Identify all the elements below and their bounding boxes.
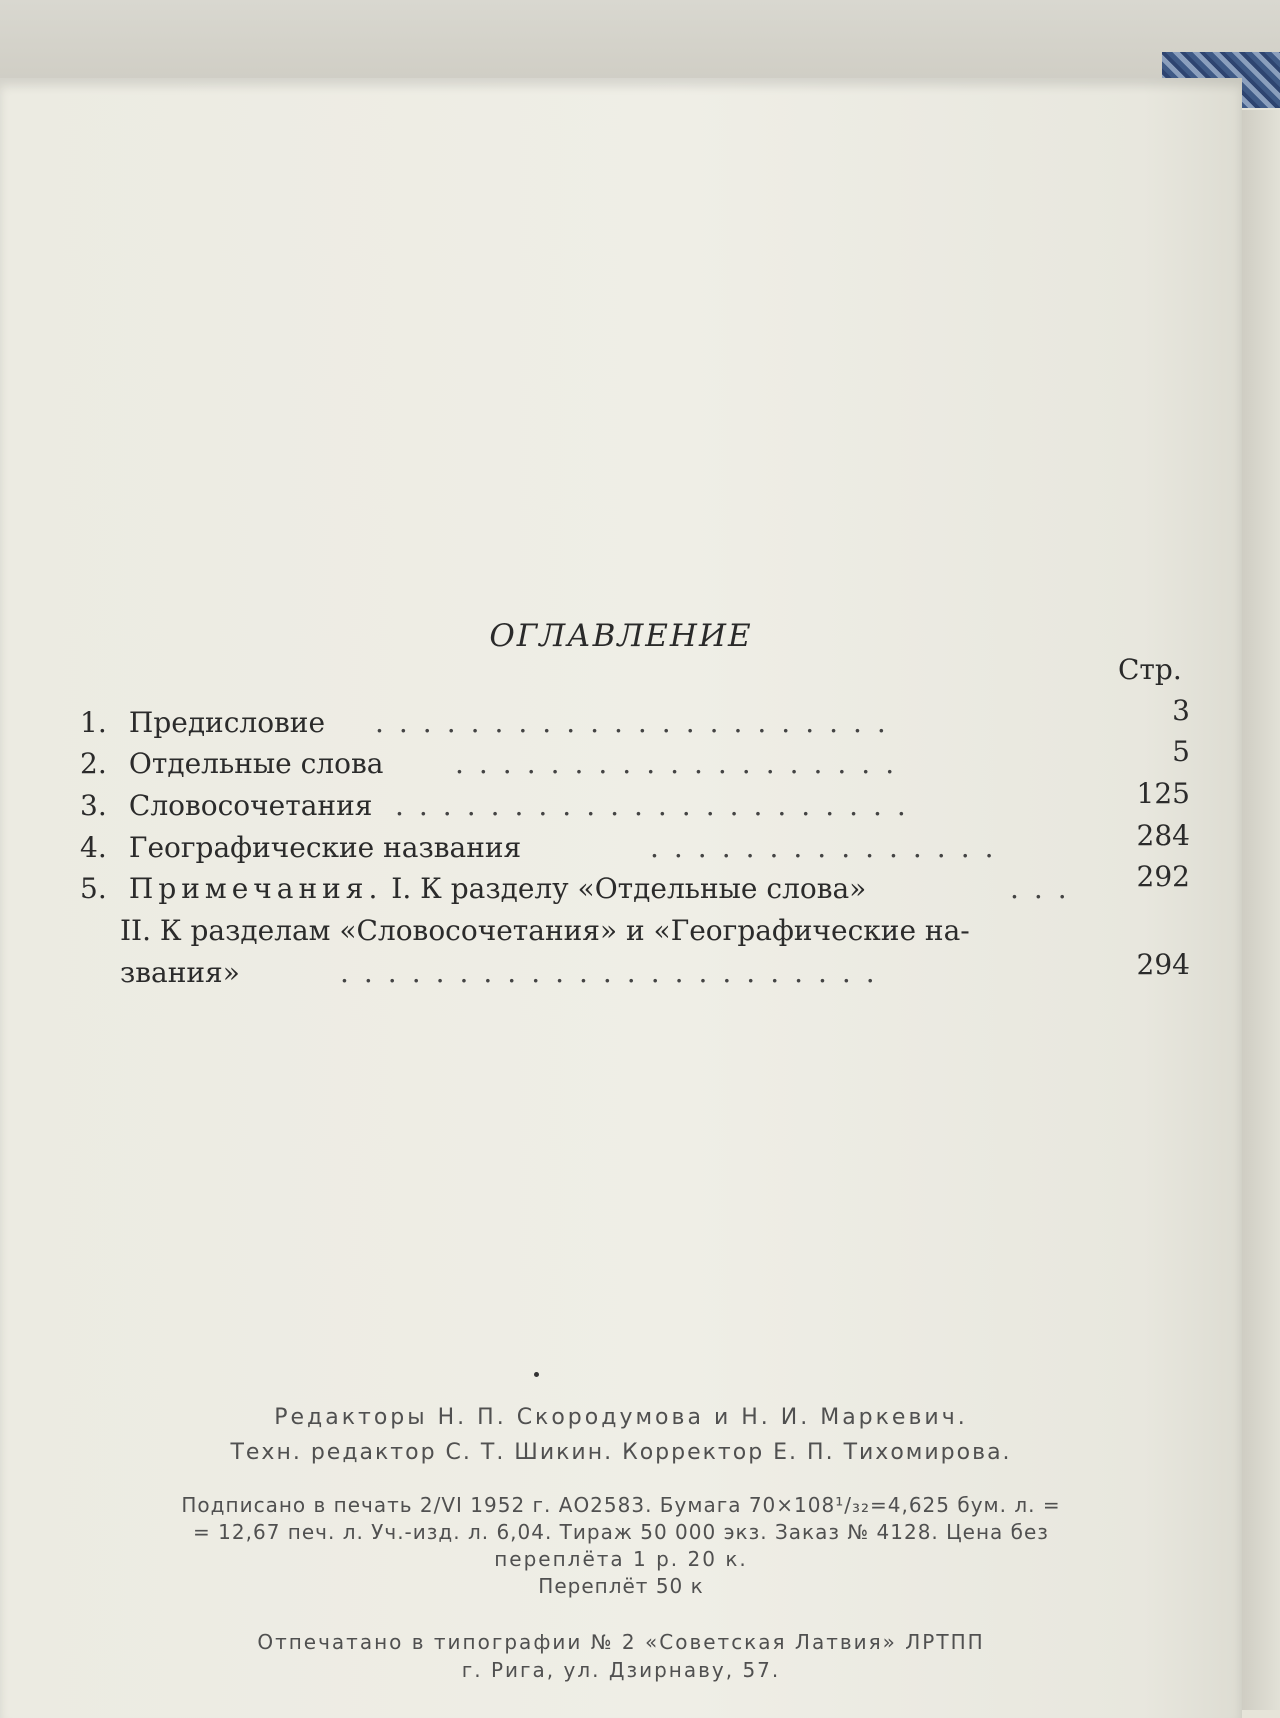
entry-label: Предисловие [128, 706, 326, 739]
dot-leader: ... [1010, 872, 1082, 905]
entry-label-spaced: Примечания. [128, 872, 383, 905]
imprint-signed-line4: Переплёт 50 к [538, 1574, 704, 1598]
dot-leader: ....................... [340, 956, 890, 989]
imprint-signed-line3: переплёта 1 р. 20 к. [494, 1547, 748, 1571]
toc-entry [80, 819, 1190, 871]
entry-label: звания» [120, 956, 240, 989]
entry-page: 3 [1172, 694, 1190, 727]
page-column-header: Стр. [1118, 653, 1182, 686]
entry-page: 292 [1136, 860, 1190, 893]
imprint-tech-editor: Техн. редактор С. Т. Шикин. Корректор Е. П. Тихомирова. [230, 1440, 1012, 1465]
dot-leader: ...................... [375, 706, 901, 739]
dot-leader: ............... [650, 831, 1009, 864]
entry-page: 125 [1136, 777, 1190, 810]
toc-entry [80, 777, 1190, 829]
dot-leader: ...................... [395, 789, 921, 822]
imprint-printed-line1: Отпечатано в типографии № 2 «Советская Латвия» ЛРТПП [257, 1630, 985, 1654]
imprint-signed-line1: Подписано в печать 2/VI 1952 г. АО2583. Бумага 70×108¹/₃₂=4,625 бум. л. = [181, 1493, 1061, 1517]
entry-number: 4. [80, 831, 107, 864]
toc-sub-entry-line2 [120, 948, 1190, 989]
imprint-editors: Редакторы Н. П. Скородумова и Н. И. Маркевич. [274, 1405, 968, 1430]
entry-number: 2. [80, 747, 107, 780]
entry-number: 3. [80, 789, 107, 822]
entry-page: 284 [1136, 819, 1190, 852]
entry-number: 5. [80, 872, 107, 905]
toc-title: ОГЛАВЛЕНИЕ [489, 618, 753, 654]
dot-leader: ................... [455, 747, 910, 780]
imprint-printed-line2: г. Рига, ул. Дзирнаву, 57. [461, 1658, 781, 1682]
entry-label: I. К разделу «Отдельные слова» [391, 872, 867, 905]
entry-label: Словосочетания [128, 789, 373, 822]
entry-page: 5 [1172, 735, 1190, 768]
toc-sub-entry-line1: II. К разделам «Словосочетания» и «Географические на- [120, 914, 970, 947]
toc-entry [80, 860, 1190, 912]
ornament-dot [534, 1372, 539, 1377]
toc-entry [80, 735, 1190, 787]
toc-entry [80, 694, 1190, 746]
background-surface [0, 0, 1280, 88]
page-edge [1242, 110, 1280, 1710]
entry-page: 294 [1136, 948, 1190, 981]
entry-label: Географические названия [128, 831, 522, 864]
imprint-signed-line2: = 12,67 печ. л. Уч.-изд. л. 6,04. Тираж 50 000 экз. Заказ № 4128. Цена без [193, 1520, 1049, 1544]
entry-number: 1. [80, 706, 107, 739]
entry-label: Отдельные слова [128, 747, 384, 780]
